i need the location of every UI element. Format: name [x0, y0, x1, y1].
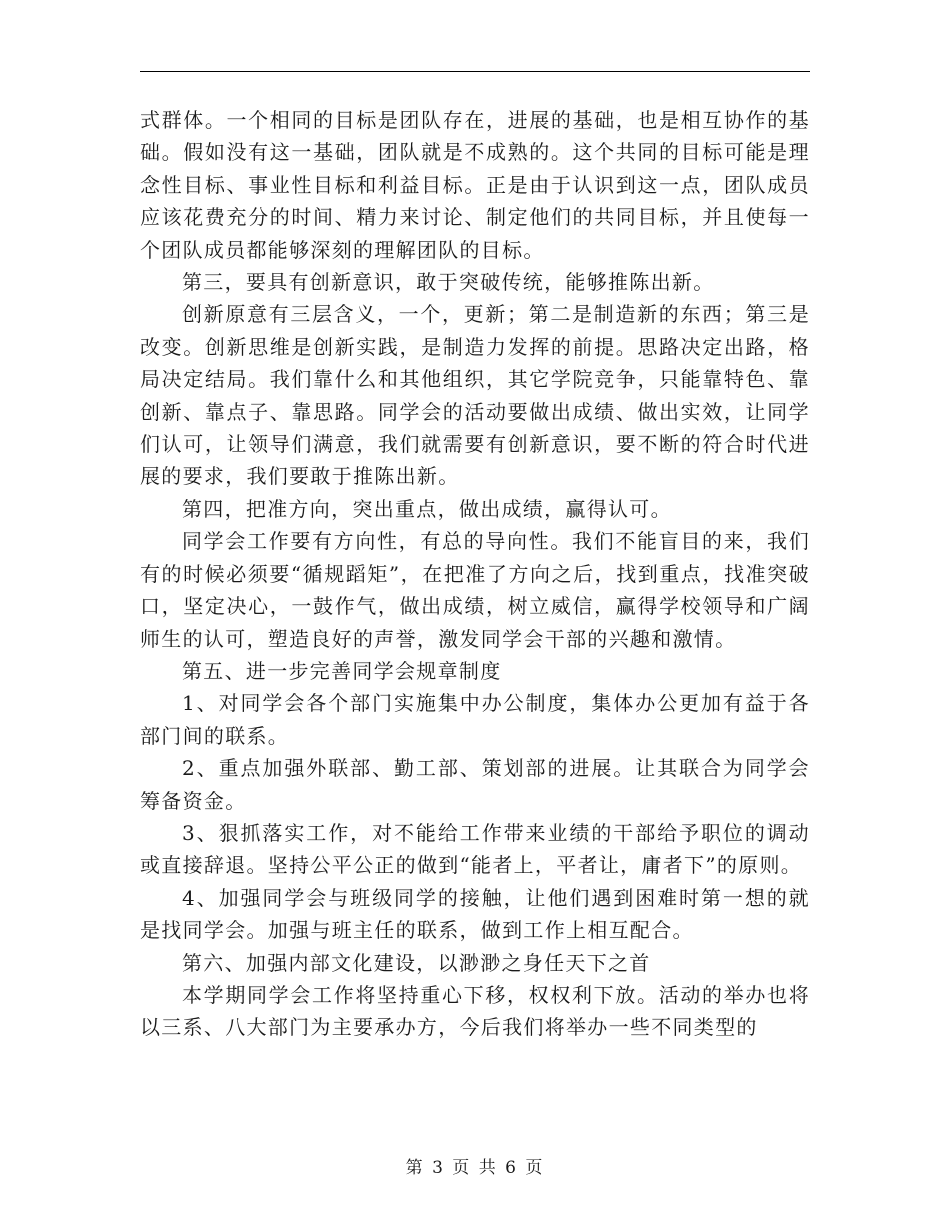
document-body	[140, 104, 810, 1044]
paragraph-11: 第六、加强内部文化建设，以渺渺之身任天下之首	[182, 950, 651, 975]
paragraph-5: 同学会工作要有方向性，有总的导向性。我们不能盲目的来，我们有的时候必须要“循规蹈矩”，在把准了方向之后，找到重点，找准突破口，坚定决心，一鼓作气，做出成绩，树立威信，赢得学校领导和广阔师生的认可，塑造良好的声誉，激发同学会干部的兴趣和激情。	[140, 529, 810, 651]
paragraph-7: 1、对同学会各个部门实施集中办公制度，集体办公更加有益于各部门间的联系。	[140, 691, 810, 748]
page-number: 第 3 页 共 6 页	[405, 1158, 545, 1178]
paragraph-3: 创新原意有三层含义，一个，更新；第二是制造新的东西；第三是改变。创新思维是创新实践，是制造力发挥的前提。思路决定出路，格局决定结局。我们靠什么和其他组织，其它学院竞争，只能靠特色、靠创新、靠点子、靠思路。同学会的活动要做出成绩、做出实效，让同学们认可，让领导们满意，我们就需要有创新意识，要不断的符合时代进展的要求，我们要敢于推陈出新。	[140, 302, 810, 489]
paragraph-8: 2、重点加强外联部、勤工部、策划部的进展。让其联合为同学会筹备资金。	[140, 756, 810, 813]
paragraph-4: 第四，把准方向，突出重点，做出成绩，赢得认可。	[182, 496, 672, 521]
paragraph-12: 本学期同学会工作将坚持重心下移，权权利下放。活动的举办也将以三系、八大部门为主要承办方，今后我们将举办一些不同类型的	[140, 982, 810, 1040]
paragraph-2: 第三，要具有创新意识，敢于突破传统，能够推陈出新。	[182, 270, 715, 295]
paragraph-1: 式群体。一个相同的目标是团队存在，进展的基础，也是相互协作的基础。假如没有这一基础，团队就是不成熟的。这个共同的目标可能是理念性目标、事业性目标和利益目标。正是由于认识到这一点，团队成员应该花费充分的时间、精力来讨论、制定他们的共同目标，并且使每一个团队成员都能够深刻的理解团队的目标。	[140, 108, 810, 262]
paragraph-10: 4、加强同学会与班级同学的接触，让他们遇到困难时第一想的就是找同学会。加强与班主任的联系，做到工作上相互配合。	[140, 885, 810, 943]
paragraph-9: 3、狠抓落实工作，对不能给工作带来业绩的干部给予职位的调动或直接辞退。坚持公平公正的做到“能者上，平者让，庸者下”的原则。	[140, 820, 810, 878]
header-rule	[140, 71, 810, 72]
paragraph-6: 第五、进一步完善同学会规章制度	[182, 658, 502, 683]
